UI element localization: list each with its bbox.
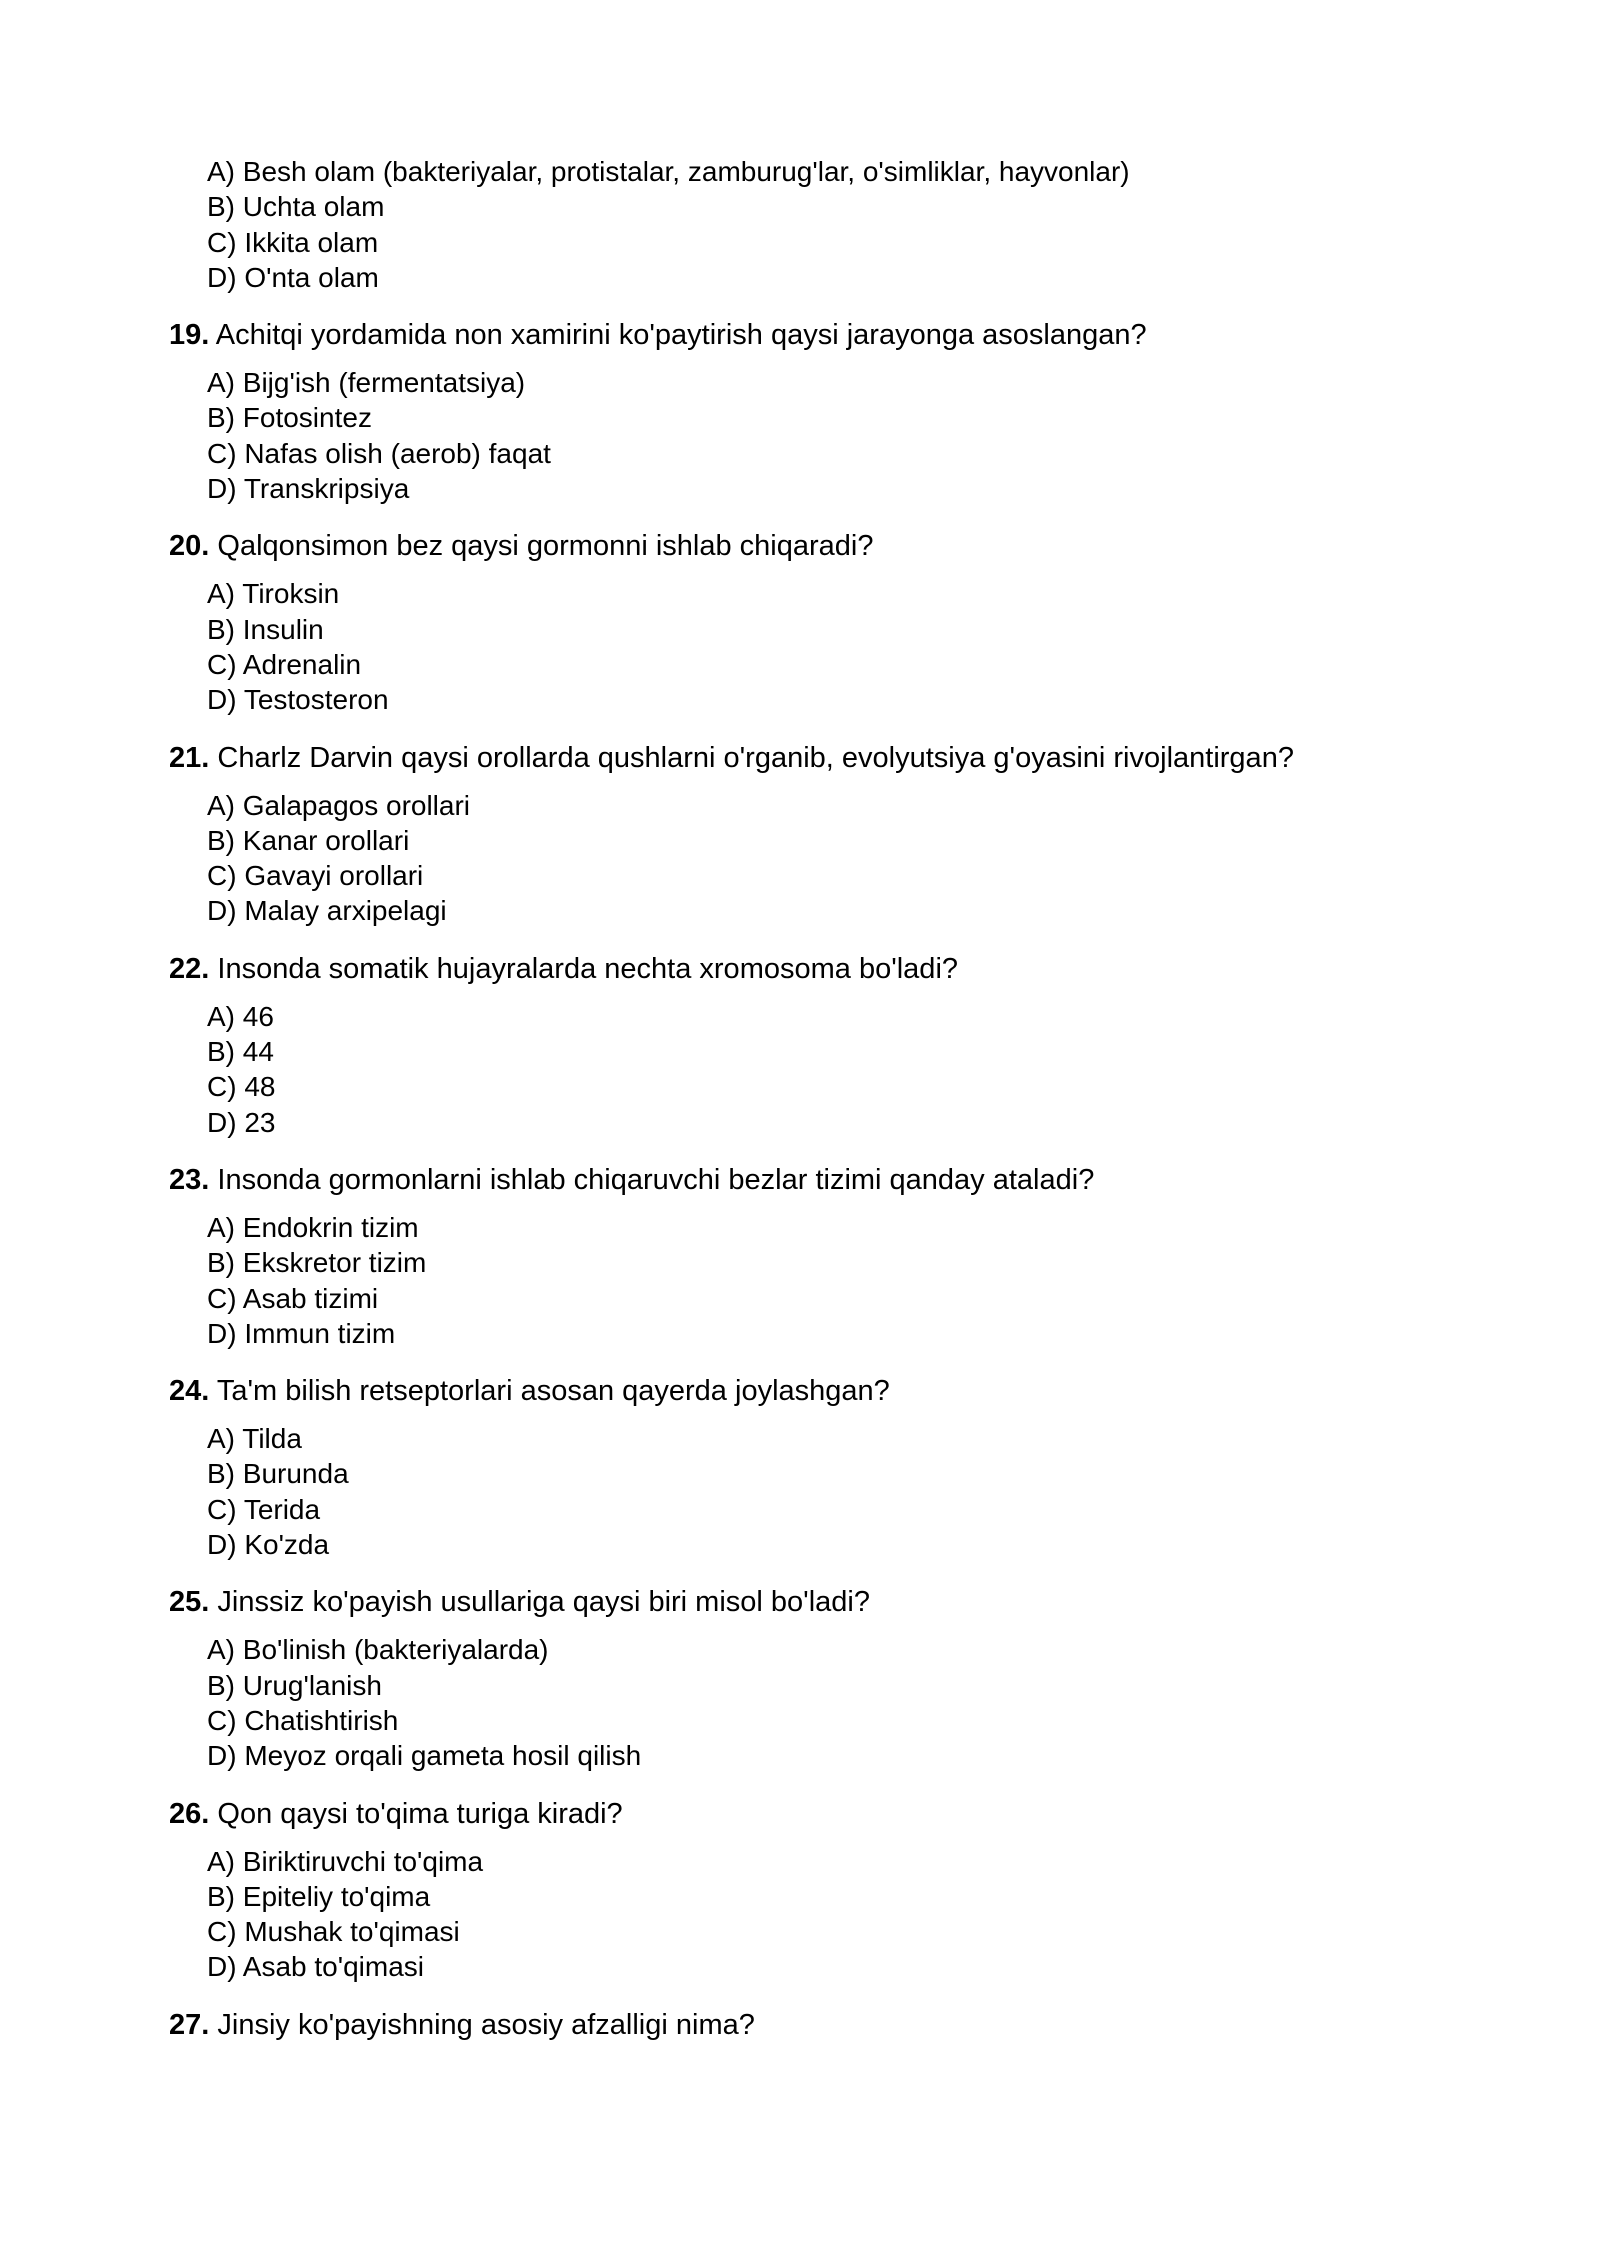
question-block-24	[0, 1373, 1600, 1562]
question-text	[0, 2007, 1600, 2043]
option: A) Biriktiruvchi to'qima	[207, 1845, 484, 1877]
question-number: 19.	[169, 319, 210, 352]
option: B) Insulin	[207, 613, 324, 645]
question-block-27	[0, 2007, 1600, 2043]
question-number: 22.	[169, 952, 210, 985]
option: D) Malay arxipelagi	[207, 895, 447, 927]
question-number: 25.	[169, 1586, 210, 1619]
option: D) Asab to'qimasi	[207, 1951, 424, 1983]
option: D) 23	[207, 1106, 276, 1138]
options-list	[0, 365, 1600, 506]
question-text	[0, 1796, 1600, 1832]
options-list	[0, 1632, 1600, 1773]
option: A) Endokrin tizim	[207, 1211, 419, 1243]
option: B) Burunda	[207, 1458, 349, 1490]
question-stem: Insonda somatik hujayralarda nechta xromosoma bo'ladi?	[217, 952, 959, 985]
option: D) O'nta olam	[207, 261, 379, 293]
option: B) Ekskretor tizim	[207, 1247, 427, 1279]
option: C) Mushak to'qimasi	[207, 1916, 460, 1948]
question-number: 27.	[169, 2008, 210, 2041]
question-stem: Insonda gormonlarni ishlab chiqaruvchi bezlar tizimi qanday ataladi?	[217, 1163, 1095, 1196]
option: A) Bo'linish (bakteriyalarda)	[207, 1634, 549, 1666]
option: A) Tiroksin	[207, 578, 340, 610]
option: D) Immun tizim	[207, 1317, 396, 1349]
question-stem: Charlz Darvin qaysi orollarda qushlarni o'rganib, evolyutsiya g'oyasini rivojlantirgan?	[217, 741, 1294, 774]
question-text	[0, 1162, 1600, 1198]
option: B) 44	[207, 1036, 274, 1068]
option: C) Asab tizimi	[207, 1282, 379, 1314]
question-block-19	[0, 317, 1600, 506]
option: B) Fotosintez	[207, 402, 372, 434]
question-text	[0, 1584, 1600, 1620]
options-list	[0, 999, 1600, 1140]
option: B) Kanar orollari	[207, 824, 410, 856]
option: D) Ko'zda	[207, 1529, 330, 1561]
question-stem: Ta'm bilish retseptorlari asosan qayerda joylashgan?	[216, 1375, 890, 1408]
option: C) Chatishtirish	[207, 1704, 399, 1736]
question-text	[0, 528, 1600, 564]
option: B) Epiteliy to'qima	[207, 1880, 431, 1912]
question-text	[0, 317, 1600, 353]
option: B) Urug'lanish	[207, 1669, 382, 1701]
question-text	[0, 740, 1600, 776]
option: D) Testosteron	[207, 684, 389, 716]
question-stem: Achitqi yordamida non xamirini ko'paytirish qaysi jarayonga asoslangan?	[215, 319, 1147, 352]
option: D) Meyoz orqali gameta hosil qilish	[207, 1740, 642, 1772]
option: C) Adrenalin	[207, 648, 362, 680]
option: A) Tilda	[207, 1423, 302, 1455]
options-list	[0, 576, 1600, 717]
question-number: 26.	[169, 1797, 210, 1830]
question-number: 23.	[169, 1163, 210, 1196]
option: C) 48	[207, 1071, 276, 1103]
question-stem: Qalqonsimon bez qaysi gormonni ishlab chiqaradi?	[217, 530, 874, 563]
option: C) Terida	[207, 1493, 321, 1525]
question-number: 21.	[169, 741, 210, 774]
options-list	[0, 1844, 1600, 1985]
option: A) Besh olam (bakteriyalar, protistalar, zamburug'lar, o'simliklar, hayvonlar)	[207, 156, 1130, 187]
question-block-22	[0, 951, 1600, 1140]
option: A) 46	[207, 1000, 274, 1032]
option: A) Galapagos orollari	[207, 789, 471, 821]
option: C) Nafas olish (aerob) faqat	[207, 437, 551, 469]
continued-options-list	[0, 154, 1600, 295]
option: A) Bijg'ish (fermentatsiya)	[207, 367, 526, 399]
option: C) Gavayi orollari	[207, 860, 424, 892]
question-stem: Jinssiz ko'payish usullariga qaysi biri misol bo'ladi?	[217, 1586, 870, 1619]
option: D) Transkripsiya	[207, 473, 410, 505]
options-list	[0, 1210, 1600, 1351]
question-block-21	[0, 740, 1600, 929]
options-list	[0, 1421, 1600, 1562]
question-block-23	[0, 1162, 1600, 1351]
question-stem: Jinsiy ko'payishning asosiy afzalligi nima?	[217, 2008, 755, 2041]
option: B) Uchta olam	[207, 191, 385, 223]
options-list	[0, 788, 1600, 929]
question-stem: Qon qaysi to'qima turiga kiradi?	[217, 1797, 623, 1830]
question-number: 20.	[169, 530, 210, 563]
question-text	[0, 1373, 1600, 1409]
question-block-26	[0, 1796, 1600, 1985]
question-block-25	[0, 1584, 1600, 1773]
question-number: 24.	[169, 1375, 210, 1408]
question-text	[0, 951, 1600, 987]
question-block-20	[0, 528, 1600, 717]
option: C) Ikkita olam	[207, 226, 379, 258]
